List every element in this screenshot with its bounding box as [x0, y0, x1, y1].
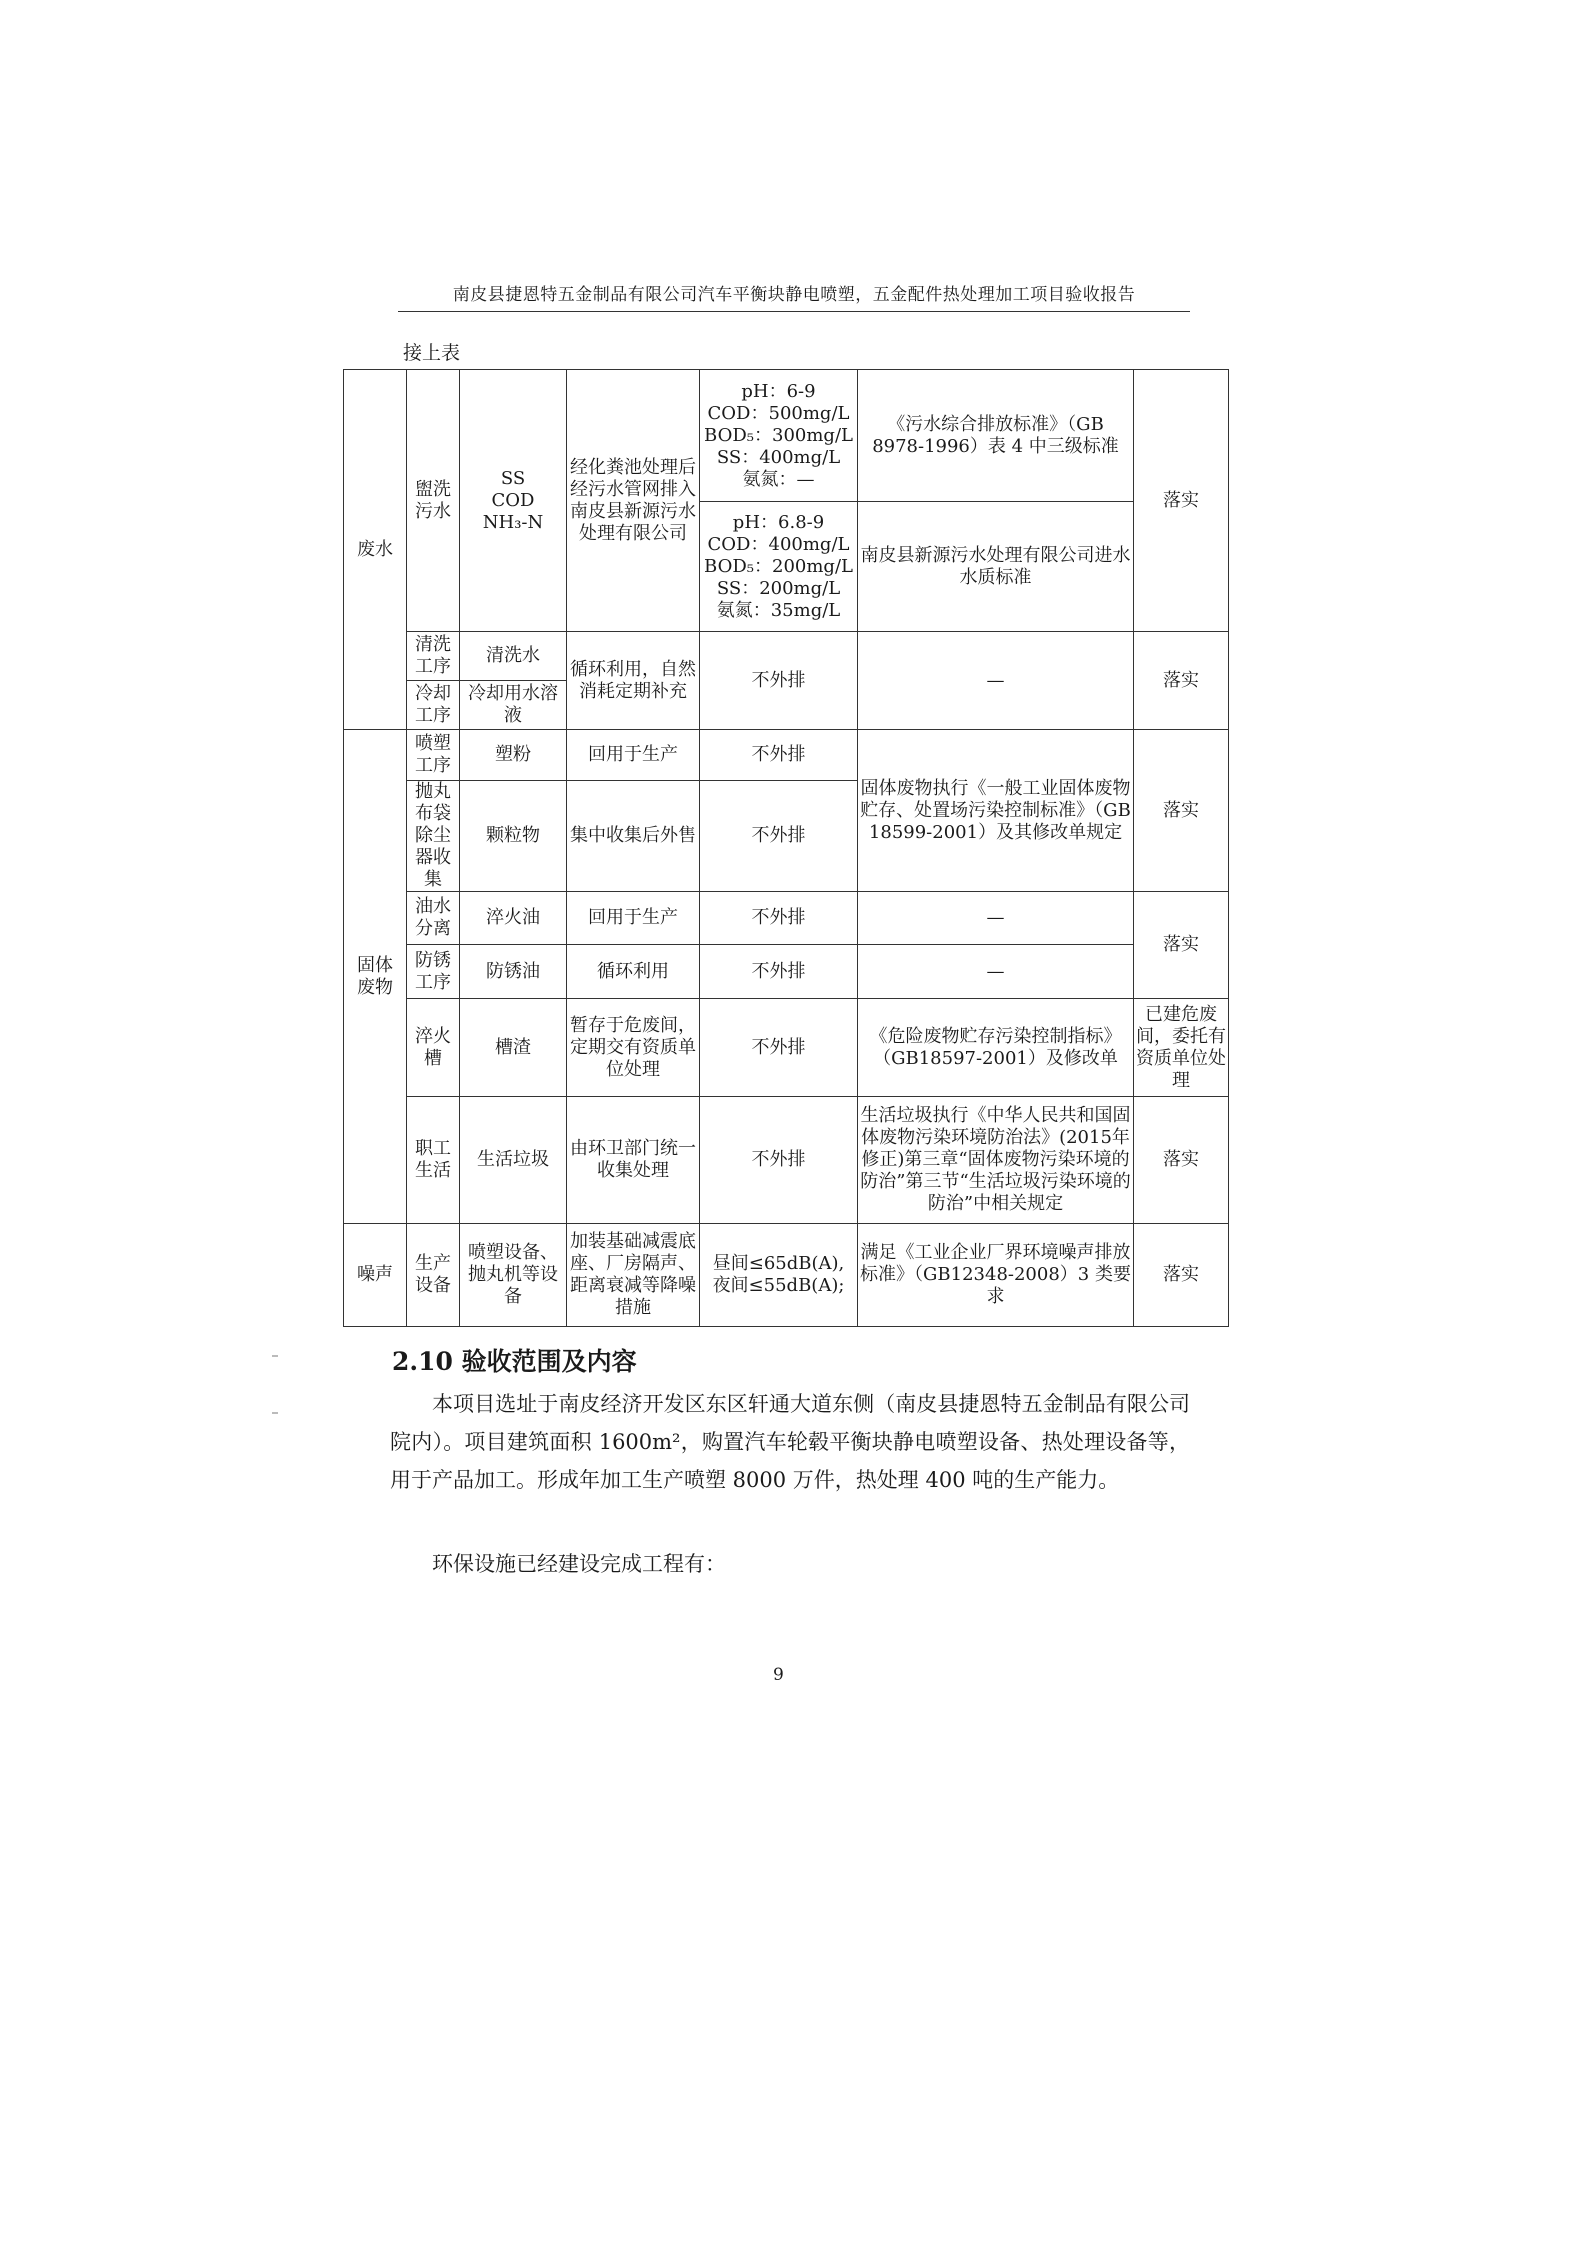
source-cell: 抛丸布袋除尘器收集: [407, 781, 460, 892]
status-cell: 落实: [1134, 892, 1229, 999]
limit-cell: 不外排: [700, 892, 858, 945]
pollutant-cell: 颗粒物: [460, 781, 567, 892]
measure-cell: 回用于生产: [567, 892, 700, 945]
source-cell: 淬火槽: [407, 999, 460, 1097]
pollutant-cell: 槽渣: [460, 999, 567, 1097]
limit-cell: 不外排: [700, 781, 858, 892]
standard-cell: 《污水综合排放标准》（GB 8978-1996）表 4 中三级标准: [858, 370, 1134, 502]
standard-cell: 《危险废物贮存污染控制指标》（GB18597-2001）及修改单: [858, 999, 1134, 1097]
measure-cell: 暂存于危废间，定期交有资质单位处理: [567, 999, 700, 1097]
pollutant-cell: 喷塑设备、抛丸机等设备: [460, 1224, 567, 1327]
category-solid-waste: 固体 废物: [344, 730, 407, 1224]
source-cell: 冷却 工序: [407, 681, 460, 730]
measure-cell: 回用于生产: [567, 730, 700, 781]
measure-cell: 集中收集后外售: [567, 781, 700, 892]
pollutant-cell: 塑粉: [460, 730, 567, 781]
source-cell: 喷塑 工序: [407, 730, 460, 781]
category-noise: 噪声: [344, 1224, 407, 1327]
paragraph: 环保设施已经建设完成工程有：: [432, 1552, 726, 1576]
pollutant-cell: 清洗水: [460, 632, 567, 681]
measure-cell: 加装基础减震底座、厂房隔声、距离衰减等降噪措施: [567, 1224, 700, 1327]
table-row: [344, 1224, 1229, 1327]
source-cell: 职工 生活: [407, 1097, 460, 1224]
table-continued-label: 接上表: [403, 342, 461, 364]
source-cell: 油水 分离: [407, 892, 460, 945]
source-cell: 清洗 工序: [407, 632, 460, 681]
limit-cell: 不外排: [700, 632, 858, 730]
category-wastewater: 废水: [344, 370, 407, 730]
page-number: 9: [773, 1665, 784, 1685]
standard-cell: —: [858, 632, 1134, 730]
section-heading: 2.10 验收范围及内容: [392, 1347, 637, 1376]
pollutant-cell: 淬火油: [460, 892, 567, 945]
status-cell: 已建危废间，委托有资质单位处理: [1134, 999, 1229, 1097]
table-row: [344, 892, 1229, 945]
measure-cell: 循环利用: [567, 945, 700, 999]
standard-cell: 满足《工业企业厂界环境噪声排放标准》（GB12348-2008）3 类要求: [858, 1224, 1134, 1327]
table-row: [344, 730, 1229, 781]
status-cell: 落实: [1134, 632, 1229, 730]
limit-cell: 不外排: [700, 945, 858, 999]
pollutant-cell: 防锈油: [460, 945, 567, 999]
limit-cell: 不外排: [700, 999, 858, 1097]
measure-cell: 经化粪池处理后经污水管网排入南皮县新源污水处理有限公司: [567, 370, 700, 632]
source-cell: 盥洗 污水: [407, 370, 460, 632]
standard-cell: —: [858, 945, 1134, 999]
table-row: [344, 999, 1229, 1097]
table-row: [344, 632, 1229, 681]
table-row: [344, 370, 1229, 502]
source-cell: 防锈 工序: [407, 945, 460, 999]
standard-cell: 生活垃圾执行《中华人民共和国固体废物污染环境防治法》(2015年修正)第三章“固体废物污染环境的防治”第三节“生活垃圾污染环境的防治”中相关规定: [858, 1097, 1134, 1224]
scan-mark: [272, 1412, 278, 1414]
paragraph: 本项目选址于南皮经济开发区东区轩通大道东侧（南皮县捷恩特五金制品有限公司院内）。项目建筑面积 1600m²，购置汽车轮毂平衡块静电喷塑设备、热处理设备等，用于产品加工。形成年加工生产喷塑 8000 万件，热处理 400 吨的生产能力。: [390, 1392, 1190, 1492]
status-cell: 落实: [1134, 1224, 1229, 1327]
standard-cell: —: [858, 892, 1134, 945]
limit-cell: 不外排: [700, 1097, 858, 1224]
pollutant-cell: 冷却用水溶液: [460, 681, 567, 730]
standard-cell: 固体废物执行《一般工业固体废物贮存、处置场污染控制标准》（GB 18599-2001）及其修改单规定: [858, 730, 1134, 892]
pollutant-cell: SS COD NH₃-N: [460, 370, 567, 632]
status-cell: 落实: [1134, 730, 1229, 892]
limit-cell: 不外排: [700, 730, 858, 781]
environmental-measures-table: [343, 369, 1229, 1327]
measure-cell: 循环利用，自然消耗定期补充: [567, 632, 700, 730]
source-cell: 生产 设备: [407, 1224, 460, 1327]
pollutant-cell: 生活垃圾: [460, 1097, 567, 1224]
standard-cell: 南皮县新源污水处理有限公司进水水质标准: [858, 502, 1134, 632]
status-cell: 落实: [1134, 370, 1229, 632]
table-row: [344, 945, 1229, 999]
status-cell: 落实: [1134, 1097, 1229, 1224]
measure-cell: 由环卫部门统一收集处理: [567, 1097, 700, 1224]
limit-cell: 昼间≤65dB(A), 夜间≤55dB(A);: [700, 1224, 858, 1327]
limit-cell: pH：6.8-9 COD：400mg/L BOD₅：200mg/L SS：200mg/L 氨氮：35mg/L: [700, 502, 858, 632]
table-row: [344, 1097, 1229, 1224]
page-header: 南皮县捷恩特五金制品有限公司汽车平衡块静电喷塑，五金配件热处理加工项目验收报告: [398, 280, 1190, 312]
limit-cell: pH：6-9 COD：500mg/L BOD₅：300mg/L SS：400mg/L 氨氮：—: [700, 370, 858, 502]
scan-mark: [272, 1355, 278, 1357]
